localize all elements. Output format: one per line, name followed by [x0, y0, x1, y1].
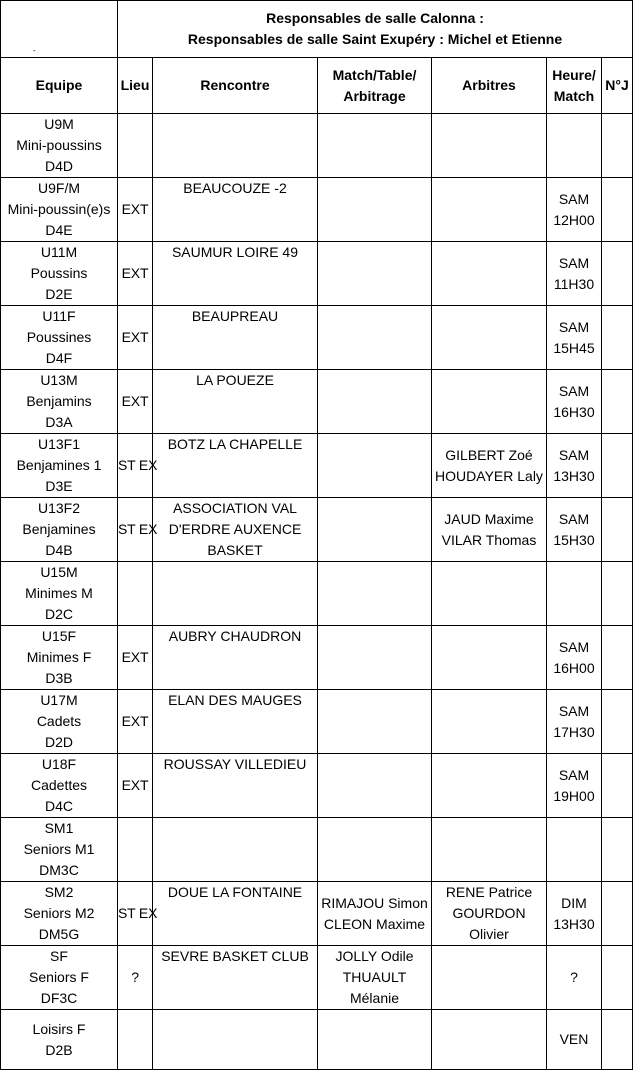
cell-rencontre: [153, 242, 318, 306]
cell-rencontre-line: SAUMUR LOIRE 49: [171, 244, 299, 260]
cell-arbitres-line: GOURDON: [452, 905, 526, 921]
cell-lieu: [118, 562, 153, 626]
cell-arbitres-line: RENE Patrice: [445, 884, 533, 900]
cell-heure: [547, 306, 602, 370]
cell-lieu: EXT: [118, 178, 153, 242]
cell-match: [318, 434, 432, 498]
cell-heure-line: 16H30: [553, 403, 595, 420]
cell-equipe-line: U13F1: [37, 436, 81, 452]
corner-mark: -: [1, 1, 118, 58]
cell-equipe-line: U13F2: [37, 500, 81, 516]
cell-heure: [547, 370, 602, 434]
cell-arbitres: [432, 754, 547, 818]
cell-equipe-line: DM5G: [38, 926, 80, 942]
cell-rencontre: [153, 690, 318, 754]
table-row: [1, 114, 633, 178]
cell-equipe-line: Benjamines 1: [16, 457, 102, 473]
cell-heure: [547, 690, 602, 754]
cell-arbitres-line: VILAR Thomas: [441, 531, 537, 548]
cell-heure-line: SAM: [558, 702, 590, 719]
col-header-match-line2: Arbitrage: [343, 87, 406, 104]
cell-equipe: [1, 114, 118, 178]
cell-rencontre: [153, 946, 318, 1010]
cell-equipe: [1, 946, 118, 1010]
cell-arbitres: [432, 370, 547, 434]
cell-equipe-line: D2E: [45, 286, 73, 302]
cell-equipe-line: D4B: [45, 542, 73, 558]
cell-equipe-line: Minimes F: [26, 649, 92, 665]
cell-equipe-line: Seniors F: [29, 969, 89, 985]
table-row: [1, 242, 633, 306]
cell-heure-line: 15H30: [553, 531, 595, 548]
cell-heure: [547, 818, 602, 882]
cell-equipe: [1, 562, 118, 626]
cell-lieu: [118, 114, 153, 178]
cell-rencontre-line: BEAUCOUZE -2: [183, 180, 287, 196]
cell-lieu: ST EX: [118, 498, 153, 562]
cell-equipe: [1, 242, 118, 306]
cell-heure-line: 15H45: [553, 339, 595, 356]
cell-equipe-line: DF3C: [40, 990, 78, 1006]
cell-heure: [547, 562, 602, 626]
cell-heure-line: SAM: [558, 318, 590, 335]
table-row: [1, 690, 633, 754]
cell-numero: [602, 690, 633, 754]
cell-lieu: [118, 1010, 153, 1070]
table-row: [1, 434, 633, 498]
cell-rencontre: [153, 498, 318, 562]
cell-equipe-line: D3A: [45, 414, 73, 430]
cell-equipe-line: Seniors M2: [23, 905, 95, 921]
col-header-match-line1: Match/Table/: [332, 66, 417, 83]
cell-equipe: [1, 434, 118, 498]
cell-lieu: EXT: [118, 626, 153, 690]
cell-lieu: EXT: [118, 690, 153, 754]
cell-heure-line: 16H00: [553, 659, 595, 676]
cell-rencontre: [153, 178, 318, 242]
cell-rencontre-line: ELAN DES MAUGES: [168, 692, 302, 708]
cell-rencontre: [153, 882, 318, 946]
cell-heure: [547, 242, 602, 306]
header-line-saint-exupery: Responsables de salle Saint Exupéry : Michel et Etienne: [187, 31, 563, 47]
col-header-rencontre: Rencontre: [153, 58, 318, 114]
cell-equipe-line: D4D: [44, 158, 73, 174]
table-row: [1, 818, 633, 882]
table-row: [1, 754, 633, 818]
cell-heure: [547, 498, 602, 562]
cell-rencontre-line: SEVRE BASKET CLUB: [161, 948, 309, 964]
cell-rencontre-line: ROUSSAY VILLEDIEU: [163, 756, 307, 772]
col-header-heure-line2: Match: [553, 87, 595, 104]
cell-match: [318, 178, 432, 242]
cell-arbitres-line: JAUD Maxime: [444, 510, 534, 527]
cell-rencontre: [153, 306, 318, 370]
cell-numero: [602, 370, 633, 434]
cell-arbitres: [432, 946, 547, 1010]
cell-heure-line: SAM: [558, 190, 590, 207]
cell-lieu: ST EX: [118, 882, 153, 946]
cell-heure: [547, 114, 602, 178]
cell-equipe-line: U17M: [40, 692, 78, 708]
cell-heure-line: SAM: [558, 510, 590, 527]
cell-heure: [547, 626, 602, 690]
cell-rencontre-line: LA POUEZE: [196, 372, 274, 388]
cell-arbitres: [432, 1010, 547, 1070]
header-banner: [118, 1, 633, 58]
cell-heure: [547, 434, 602, 498]
cell-rencontre-line: AUBRY CHAUDRON: [168, 628, 302, 644]
cell-equipe-line: DM3C: [39, 862, 79, 878]
cell-equipe-line: U9F/M: [38, 180, 80, 196]
cell-heure-line: SAM: [558, 766, 590, 783]
cell-match-line: THUAULT: [342, 969, 407, 985]
cell-arbitres: [432, 306, 547, 370]
cell-heure-line: 13H30: [553, 915, 595, 932]
cell-equipe-line: Cadettes: [30, 777, 88, 793]
cell-equipe-line: SM2: [44, 884, 74, 900]
cell-arbitres-line: Olivier: [469, 926, 509, 942]
cell-equipe-line: Mini-poussins: [16, 137, 102, 153]
cell-numero: [602, 306, 633, 370]
cell-equipe-line: SM1: [44, 820, 74, 836]
table-row: [1, 498, 633, 562]
cell-rencontre: [153, 754, 318, 818]
cell-equipe-line: Poussins: [30, 265, 88, 281]
cell-equipe: [1, 626, 118, 690]
cell-arbitres-line: GILBERT Zoé: [445, 446, 533, 463]
table-row: [1, 882, 633, 946]
cell-rencontre: [153, 370, 318, 434]
cell-numero: [602, 114, 633, 178]
table-row: [1, 562, 633, 626]
cell-numero: [602, 242, 633, 306]
cell-arbitres: [432, 434, 547, 498]
cell-arbitres-line: HOUDAYER Laly: [435, 467, 543, 484]
cell-equipe-line: Loisirs F: [32, 1020, 86, 1037]
cell-equipe: [1, 370, 118, 434]
cell-equipe: [1, 882, 118, 946]
cell-rencontre-line: BASKET: [207, 542, 263, 558]
cell-arbitres: [432, 882, 547, 946]
cell-heure-line: 12H00: [553, 211, 595, 228]
cell-heure-line: 11H30: [553, 275, 595, 292]
cell-arbitres: [432, 562, 547, 626]
cell-rencontre: [153, 818, 318, 882]
cell-equipe-line: U9M: [44, 116, 74, 132]
cell-numero: [602, 498, 633, 562]
cell-equipe-line: U15M: [40, 564, 78, 580]
col-header-numero: N°J: [602, 58, 633, 114]
cell-heure: [547, 1010, 602, 1070]
cell-arbitres: [432, 242, 547, 306]
cell-heure-line: SAM: [558, 446, 590, 463]
cell-rencontre-line: D'ERDRE AUXENCE: [168, 521, 302, 537]
cell-numero: [602, 562, 633, 626]
cell-match-line: CLEON Maxime: [323, 915, 426, 932]
cell-match-line: Mélanie: [349, 990, 400, 1006]
cell-match: [318, 498, 432, 562]
cell-equipe: [1, 498, 118, 562]
cell-numero: [602, 178, 633, 242]
cell-heure-line: 19H00: [553, 787, 595, 804]
cell-equipe-line: U13M: [40, 372, 78, 388]
cell-match: [318, 562, 432, 626]
cell-match: [318, 818, 432, 882]
cell-arbitres: [432, 626, 547, 690]
cell-match: [318, 370, 432, 434]
cell-equipe: [1, 306, 118, 370]
cell-equipe-line: D4E: [45, 222, 73, 238]
cell-equipe-line: D2C: [44, 606, 73, 622]
cell-heure-line: ?: [570, 969, 578, 985]
cell-equipe-line: Cadets: [36, 713, 82, 729]
cell-numero: [602, 626, 633, 690]
cell-rencontre-line: BOTZ LA CHAPELLE: [167, 436, 303, 452]
header-line-calonna: Responsables de salle Calonna :: [266, 10, 484, 26]
cell-rencontre: [153, 114, 318, 178]
cell-match: [318, 242, 432, 306]
cell-heure: [547, 882, 602, 946]
cell-heure-line: VEN: [559, 1031, 589, 1047]
table-row: [1, 946, 633, 1010]
cell-lieu: [118, 818, 153, 882]
cell-equipe-line: U11M: [40, 244, 78, 260]
column-header-row: [1, 58, 633, 114]
cell-lieu: EXT: [118, 306, 153, 370]
cell-numero: [602, 818, 633, 882]
col-header-lieu: Lieu: [118, 58, 153, 114]
cell-heure-line: 17H30: [553, 723, 595, 740]
cell-match-line: RIMAJOU Simon: [321, 894, 428, 911]
col-header-heure: [547, 58, 602, 114]
cell-rencontre: [153, 562, 318, 626]
col-header-heure-line1: Heure/: [552, 66, 596, 83]
cell-equipe-line: D4C: [44, 798, 73, 814]
cell-match: [318, 882, 432, 946]
cell-lieu: EXT: [118, 754, 153, 818]
cell-equipe-line: Minimes M: [25, 585, 93, 601]
table-row: [1, 626, 633, 690]
cell-equipe-line: U18F: [41, 756, 77, 772]
cell-equipe-line: U15F: [41, 628, 77, 644]
cell-arbitres: [432, 818, 547, 882]
cell-arbitres: [432, 690, 547, 754]
cell-equipe-line: D2B: [45, 1041, 73, 1058]
cell-numero: [602, 946, 633, 1010]
cell-arbitres: [432, 178, 547, 242]
table-row: [1, 370, 633, 434]
cell-match: [318, 754, 432, 818]
cell-rencontre-line: DOUE LA FONTAINE: [167, 884, 303, 900]
cell-match: [318, 114, 432, 178]
cell-heure: [547, 754, 602, 818]
cell-equipe: [1, 690, 118, 754]
cell-equipe-line: SF: [50, 948, 68, 964]
cell-lieu: EXT: [118, 242, 153, 306]
header-banner-row: [1, 1, 633, 58]
cell-equipe-line: D3B: [45, 670, 73, 686]
cell-numero: [602, 434, 633, 498]
cell-match: [318, 690, 432, 754]
cell-match: [318, 1010, 432, 1070]
cell-lieu: ST EX: [118, 434, 153, 498]
cell-equipe-line: D4F: [45, 350, 73, 366]
table-row: [1, 1010, 633, 1070]
cell-equipe: [1, 754, 118, 818]
cell-match: [318, 626, 432, 690]
col-header-equipe: Equipe: [1, 58, 118, 114]
cell-equipe-line: D2D: [44, 734, 73, 750]
cell-equipe-line: Mini-poussin(e)s: [7, 201, 111, 217]
table-row: [1, 178, 633, 242]
cell-numero: [602, 754, 633, 818]
table-row: [1, 306, 633, 370]
cell-arbitres: [432, 498, 547, 562]
cell-heure-line: SAM: [558, 382, 590, 399]
cell-lieu: EXT: [118, 370, 153, 434]
cell-rencontre: [153, 1010, 318, 1070]
cell-numero: [602, 1010, 633, 1070]
cell-arbitres: [432, 114, 547, 178]
cell-heure-line: DIM: [561, 894, 587, 911]
cell-equipe: [1, 178, 118, 242]
cell-equipe-line: U11F: [42, 308, 76, 324]
cell-equipe-line: Poussines: [26, 329, 92, 345]
cell-match: [318, 306, 432, 370]
cell-match: [318, 946, 432, 1010]
cell-rencontre: [153, 434, 318, 498]
cell-equipe-line: Benjamines: [22, 521, 96, 537]
cell-heure: [547, 178, 602, 242]
cell-equipe-line: Benjamins: [26, 393, 92, 409]
col-header-arbitres: Arbitres: [432, 58, 547, 114]
cell-rencontre: [153, 626, 318, 690]
cell-heure: [547, 946, 602, 1010]
cell-heure-line: SAM: [558, 638, 590, 655]
cell-lieu: ?: [118, 946, 153, 1010]
cell-heure-line: 13H30: [553, 467, 595, 484]
col-header-match: [318, 58, 432, 114]
cell-equipe: [1, 1010, 118, 1070]
cell-equipe: [1, 818, 118, 882]
cell-rencontre-line: ASSOCIATION VAL: [173, 500, 297, 516]
cell-equipe-line: D3E: [45, 478, 73, 494]
cell-equipe-line: Seniors M1: [23, 841, 95, 857]
cell-heure-line: SAM: [558, 254, 590, 271]
cell-rencontre-line: BEAUPREAU: [191, 308, 279, 324]
cell-match-line: JOLLY Odile: [335, 948, 414, 964]
cell-numero: [602, 882, 633, 946]
